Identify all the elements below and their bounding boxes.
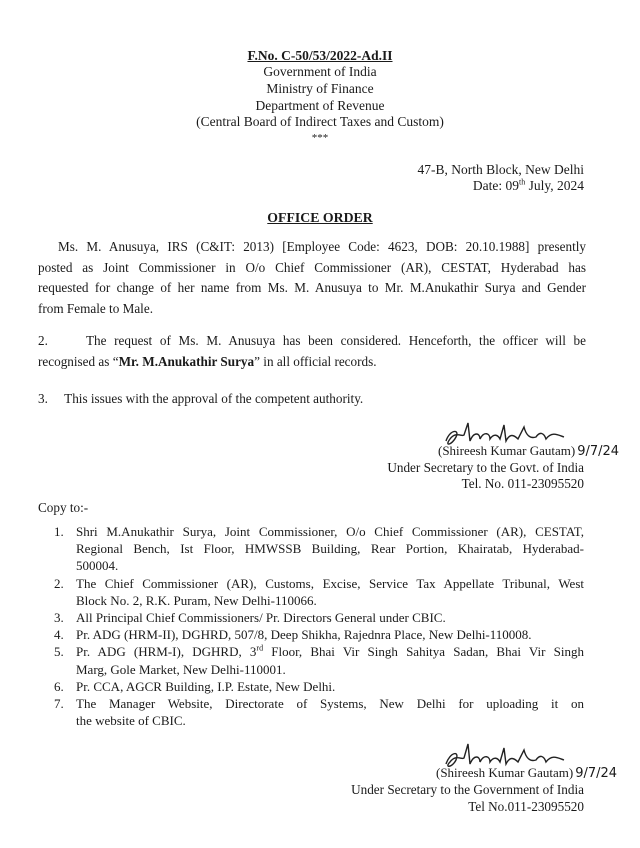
paragraph-1 <box>38 237 586 319</box>
signatory-name-1: (Shireesh Kumar Gautam) 9/7/24 <box>438 443 620 459</box>
list-item: 4. Pr. ADG (HRM-II), DGHRD, 507/8, Deep Shikha, Rajednra Place, New Delhi-110008. <box>54 627 532 643</box>
office-address: 47-B, North Block, New Delhi <box>417 162 584 177</box>
signatory-name-2: (Shireesh Kumar Gautam) 9/7/24 <box>436 765 618 781</box>
paragraph-line: from Female to Male. <box>38 300 153 316</box>
order-date: Date: 09th July, 2024 <box>472 177 584 193</box>
list-item: 1. Shri M.Anukathir Surya, Joint Commissioner, O/o Chief Commissioner (AR), CESTAT, Regional Bench, Ist Floor, HMWSSB Building, Rear Portion, Khairatab, Hyderabad- 500004. <box>54 524 584 574</box>
list-item: 3. All Principal Chief Commissioners/ Pr. Directors General under CBIC. <box>54 610 446 626</box>
paragraph-line: requested for change of her name from Ms. M. Anusuya to Mr. M.Anukathir Surya and Gender <box>38 280 586 295</box>
handwritten-date-2: 9/7/24 <box>575 766 618 781</box>
list-item: 7. The Manager Website, Directorate of Systems, New Delhi for uploading it on the website of CBIC. <box>54 696 584 729</box>
new-name-bold: Mr. M.Anukathir Surya <box>118 353 255 369</box>
paragraph-line: 2. The request of Ms. M. Anusuya has been considered. Henceforth, the officer will be <box>38 333 586 348</box>
signatory-tel-2: Tel No.011-23095520 <box>468 799 584 814</box>
signatory-designation-1: Under Secretary to the Govt. of India <box>387 460 584 475</box>
file-number: F.No. C-50/53/2022-Ad.II <box>247 48 393 63</box>
paragraph-line: Ms. M. Anusuya, IRS (C&IT: 2013) [Employee Code: 4623, DOB: 20.10.1988] presently <box>58 239 586 254</box>
list-item: 5. Pr. ADG (HRM-I), DGHRD, 3rd Floor, Bhai Vir Singh Sahitya Sadan, Bhai Vir Singh Marg, Gole Market, New Delhi-110001. <box>54 644 584 677</box>
header-line-department: Department of Revenue <box>255 98 385 113</box>
signatory-tel-1: Tel. No. 011-23095520 <box>461 476 584 491</box>
copy-to-list <box>54 523 584 729</box>
paragraph-line: posted as Joint Commissioner in O/o Chief Commissioner (AR), CESTAT, Hyderabad has <box>38 259 586 275</box>
list-item: 2. The Chief Commissioner (AR), Customs, Excise, Service Tax Appellate Tribunal, West Block No. 2, R.K. Puram, New Delhi-110066. <box>54 575 584 608</box>
copy-to-label: Copy to:- <box>38 500 89 515</box>
header-line-government: Government of India <box>263 64 377 79</box>
header-line-cbic: (Central Board of Indirect Taxes and Custom) <box>196 114 444 129</box>
header-stars: *** <box>311 132 329 144</box>
handwritten-date-1: 9/7/24 <box>577 444 620 459</box>
signatory-designation-2: Under Secretary to the Government of India <box>351 782 584 797</box>
paragraph-2 <box>38 331 586 372</box>
document-title: OFFICE ORDER <box>267 210 373 225</box>
paragraph-line: recognised as “Mr. M.Anukathir Surya” in all official records. <box>38 353 377 369</box>
list-item: 6. Pr. CCA, AGCR Building, I.P. Estate, New Delhi. <box>54 678 336 694</box>
paragraph-3: 3. This issues with the approval of the competent authority. <box>38 391 364 406</box>
header-line-ministry: Ministry of Finance <box>266 81 374 96</box>
